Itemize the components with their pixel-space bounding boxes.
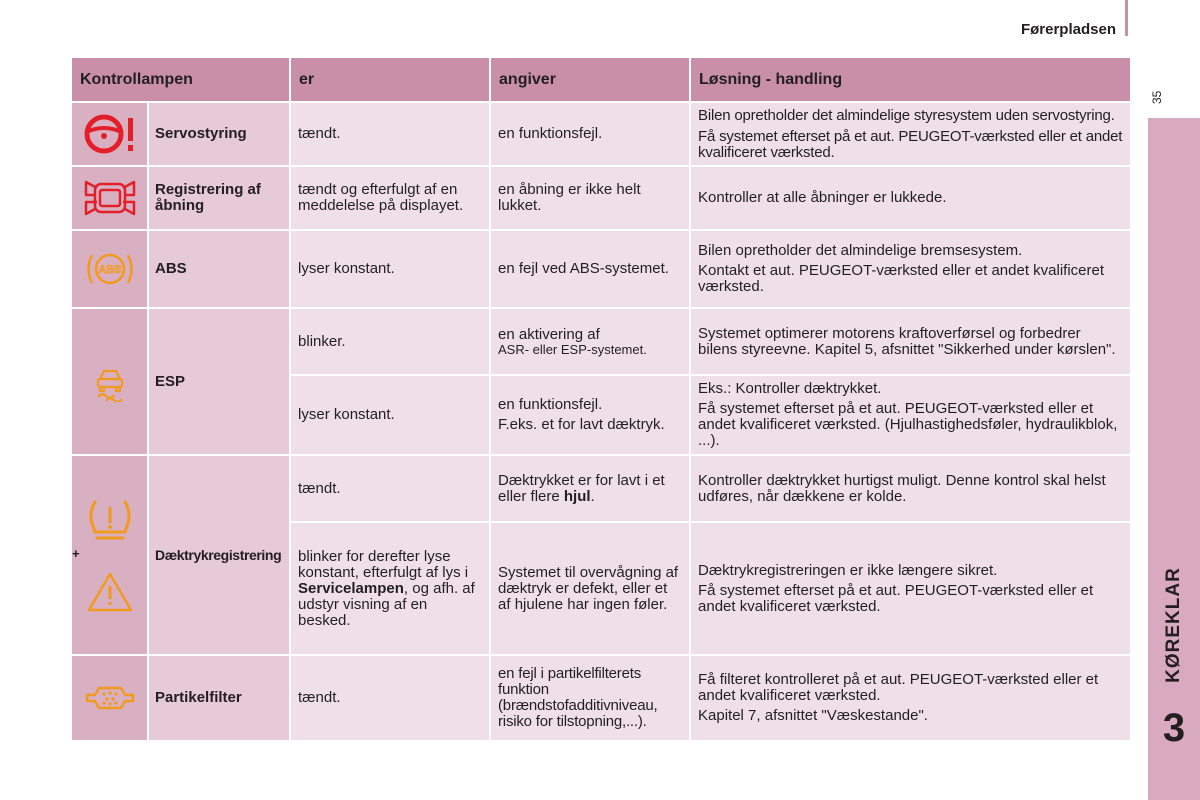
meaning-text-end: . (590, 487, 595, 505)
lamp-name: Partikelfilter (148, 655, 290, 741)
solution-line: Kontroller at alle åbninger er lukkede. (698, 189, 947, 206)
lamp-meaning: en funktionsfejl. (490, 102, 690, 166)
particle-filter-icon (85, 681, 135, 715)
solution-line: Kapitel 7, afsnittet "Væskestande". (698, 707, 928, 724)
meaning-line: en aktivering af (498, 325, 600, 343)
solution-line: Eks.: Kontroller dæktrykket. (698, 380, 882, 397)
solution-line: Få filteret kontrolleret på et aut. PEUGEOT-værksted eller et andet kvalificeret værksted. (698, 671, 1099, 704)
state-text: blinker for derefter lyse konstant, efterfulgt af lys i (298, 547, 469, 581)
lamp-meaning (490, 455, 690, 522)
steering-warning-icon (84, 111, 136, 157)
meaning-text: Dæktrykket er for lavt i et eller flere (498, 471, 665, 505)
lamp-solution (690, 166, 1131, 230)
lamp-meaning (490, 375, 690, 455)
plus-sign: + (72, 546, 80, 561)
section-title: Førerpladsen (1020, 21, 1116, 38)
lamp-meaning: en fejl ved ABS-systemet. (490, 230, 690, 308)
lamp-state: tændt. (290, 102, 490, 166)
lamp-solution (690, 308, 1131, 375)
abs-icon (83, 247, 137, 291)
solution-line: Få systemet efterset på et aut. PEUGEOT-værksted eller et andet kvalificeret værksted. (698, 581, 1094, 615)
door-open-icon (83, 178, 137, 218)
meaning-bold: hjul (563, 487, 591, 505)
lamp-state: blinker. (290, 308, 490, 375)
warning-triangle-icon (85, 570, 135, 614)
chapter-side-tab (1148, 118, 1200, 800)
meaning-line: ASR- eller ESP-systemet. (498, 341, 647, 357)
svg-text:ABS: ABS (97, 264, 122, 276)
lamp-name: ESP (148, 308, 290, 455)
column-header-meaning: angiver (490, 57, 690, 102)
lamp-state: tændt og efterfulgt af en meddelelse på displayet. (290, 166, 490, 230)
lamp-name (148, 455, 290, 655)
chapter-label-wrap (1148, 560, 1200, 690)
lamp-meaning (490, 308, 690, 375)
lamp-icon-cell (71, 308, 148, 455)
page-number: 35 (1150, 90, 1164, 104)
lamp-name: Registrering af åbning (148, 166, 290, 230)
warning-lamp-table (70, 56, 1132, 742)
tyre-pressure-icon (85, 496, 135, 542)
lamp-name: ABS (148, 230, 290, 308)
lamp-meaning: en fejl i partikelfilterets funktion (brændstofadditivniveau, risiko for tilstopning,...). (490, 655, 690, 741)
lamp-solution (690, 230, 1131, 308)
lamp-icon-cell (71, 230, 148, 308)
table-row-esp-blink (71, 308, 1131, 375)
lamp-solution (690, 455, 1131, 522)
lamp-state (290, 522, 490, 655)
solution-line: Kontroller dæktrykket hurtigst muligt. Denne kontrol skal helst udføres, når dækkene er kolde. (698, 471, 1106, 505)
solution-line: Kontakt et aut. PEUGEOT-værksted eller et andet kvalificeret værksted. (698, 262, 1105, 295)
solution-line: Systemet optimerer motorens kraftoverførsel og forbedrer bilens styreevne. Kapitel 5, afsnittet "Sikkerhed under kørslen". (698, 324, 1116, 358)
solution-line: Dæktrykregistreringen er ikke længere sikret. (698, 561, 998, 579)
lamp-solution (690, 375, 1131, 455)
solution-line: Bilen opretholder det almindelige bremsesystem. (698, 242, 1023, 259)
lamp-state: tændt. (290, 455, 490, 522)
column-header-state: er (290, 57, 490, 102)
table-row-abs (71, 230, 1131, 308)
lamp-state: lyser konstant. (290, 375, 490, 455)
table-row-door (71, 166, 1131, 230)
lamp-icon-cell (71, 655, 148, 741)
esp-icon (90, 362, 130, 402)
lamp-state: lyser konstant. (290, 230, 490, 308)
column-header-solution: Løsning - handling (690, 57, 1131, 102)
state-bold: Servicelampen (298, 579, 404, 597)
meaning-line: en funktionsfejl. (498, 396, 603, 413)
meaning-line: F.eks. et for lavt dæktryk. (498, 416, 665, 433)
state-text-end: , og afh. af udstyr visning af en besked. (298, 579, 475, 629)
title-rule (1125, 0, 1128, 36)
lamp-solution (690, 522, 1131, 655)
lamp-icon-cell (71, 455, 148, 655)
solution-line: Få systemet efterset på et aut. PEUGEOT-værksted eller et andet kvalificeret værksted. (Hjulhastighedsføler, hydraulikblok, ...). (698, 400, 1118, 449)
lamp-name-text: Dæktrykregistrering (155, 546, 282, 563)
table-row-servo (71, 102, 1131, 166)
solution-line: Bilen opretholder det almindelige styresystem uden servostyring. (698, 106, 1115, 124)
lamp-icon-cell (71, 166, 148, 230)
lamp-name: Servostyring (148, 102, 290, 166)
lamp-meaning: en åbning er ikke helt lukket. (490, 166, 690, 230)
table-header-row (71, 57, 1131, 102)
table-row-filter (71, 655, 1131, 741)
chapter-label: KØREKLAR (1163, 567, 1184, 683)
lamp-meaning: Systemet til overvågning af dæktryk er defekt, eller et af hjulene har ingen føler. (490, 522, 690, 655)
column-header-lamp: Kontrollampen (71, 57, 290, 102)
solution-line: Få systemet efterset på et aut. PEUGEOT-værksted eller et andet kvalificeret værksted. (698, 127, 1123, 161)
chapter-number: 3 (1162, 706, 1186, 750)
lamp-icon-cell (71, 102, 148, 166)
lamp-state: tændt. (290, 655, 490, 741)
lamp-solution (690, 102, 1131, 166)
lamp-solution (690, 655, 1131, 741)
table-row-tyre-on (71, 455, 1131, 522)
